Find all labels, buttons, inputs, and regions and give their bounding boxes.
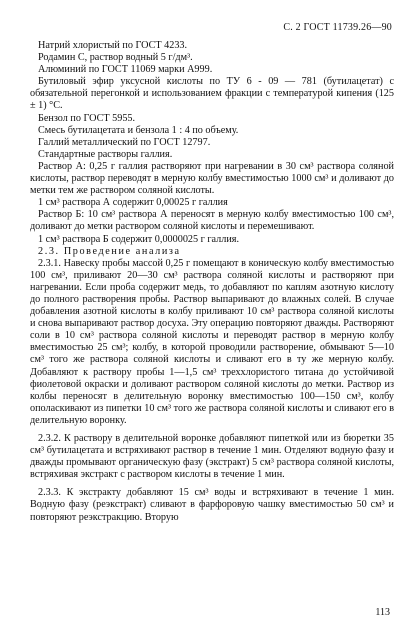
procedure-paragraph-2-3-2: 2.3.2. К раствору в делительной воронке добавляют пипеткой или из бюретки 35 см³ бутилацетата и встряхивают раствор в течение 1 мин. Отделяют водную фазу и дважды промывают органическую фазу (экстракт) 5 см³ раствора соляной кислоты, встряхивая экстракт с раствором кислоты в течение 1 мин. [30, 433, 394, 481]
page-header: С. 2 ГОСТ 11739.26—90 [283, 22, 392, 33]
document-body [30, 40, 394, 524]
solution-b-content: 1 см³ раствора Б содержит 0,0000025 г галлия. [38, 233, 240, 245]
reagent-line: Бутиловый эфир уксусной кислоты по ТУ 6 - 09 — 781 (бутилацетат) с обязательной перегонкой и использованием фракции с температурой кипения (125 ± 1) °С. [30, 76, 394, 112]
section-heading: 2.3. Проведение анализа [38, 245, 181, 257]
reagent-line: Бензол по ГОСТ 5955. [38, 112, 136, 124]
procedure-paragraph-2-3-3: 2.3.3. К экстракту добавляют 15 см³ воды и встряхивают в течение 1 мин. Водную фазу (реэкстракт) сливают в фарфоровую чашку вместимостью 50 см³ и повторяют реэкстракцию. Вторую [30, 487, 394, 523]
reagent-line: Стандартные растворы галлия. [38, 148, 173, 160]
reagent-line: Родамин С, раствор водный 5 г/дм³. [38, 52, 193, 64]
reagent-line: Галлий металлический по ГОСТ 12797. [38, 136, 211, 148]
reagent-line: Алюминий по ГОСТ 11069 марки А999. [38, 64, 213, 76]
procedure-paragraph-2-3-1: 2.3.1. Навеску пробы массой 0,25 г помещают в коническую колбу вместимостью 100 см³, приливают 20—30 см³ раствора соляной кислоты и растворяют при нагревании. Если проба содержит медь, то добавляют по каплям азотную кислоту до полного растворения пробы. Раствор выпаривают до влажных солей. В случае добавления азотной кислоты в колбу приливают 10 см³ раствора соляной кислоты и снова выпаривают раствор досуха. Эту операцию повторяют дважды. Растворяют соли в 10 см³ раствора соляной кислоты и переводят раствор в мерную колбу вместимостью 25 см³; колбу, в которой проводили растворение, обмывают 5—10 см³ того же раствора соляной кислоты и сливают его в ту же мерную колбу. Добавляют к раствору пробы 1—1,5 см³ треххлористого титана до устойчивой фиолетовой окраски и доливают раствором соляной кислоты до метки. Раствор из колбы переносят в делительную воронку вместимостью 100—150 см³, колбу ополаскивают из пипетки 10 см³ того же раствора соляной кислоты и сливают его в делительную воронку. [30, 257, 394, 426]
page-number: 113 [375, 607, 390, 618]
reagent-line: Натрий хлористый по ГОСТ 4233. [38, 40, 188, 51]
reagent-line: Смесь бутилацетата и бензола 1 : 4 по объему. [38, 124, 239, 136]
solution-b-paragraph: Раствор Б: 10 см³ раствора А переносят в мерную колбу вместимостью 100 см³, доливают до метки раствором соляной кислоты и перемешивают. [30, 209, 394, 233]
solution-a-content: 1 см³ раствора А содержит 0,00025 г галлия [38, 197, 228, 209]
solution-a-paragraph: Раствор А: 0,25 г галлия растворяют при нагревании в 30 см³ раствора соляной кислоты, раствор переводят в мерную колбу вместимостью 1000 см³ и доливают до метки тем же раствором соляной кислоты. [30, 160, 394, 197]
